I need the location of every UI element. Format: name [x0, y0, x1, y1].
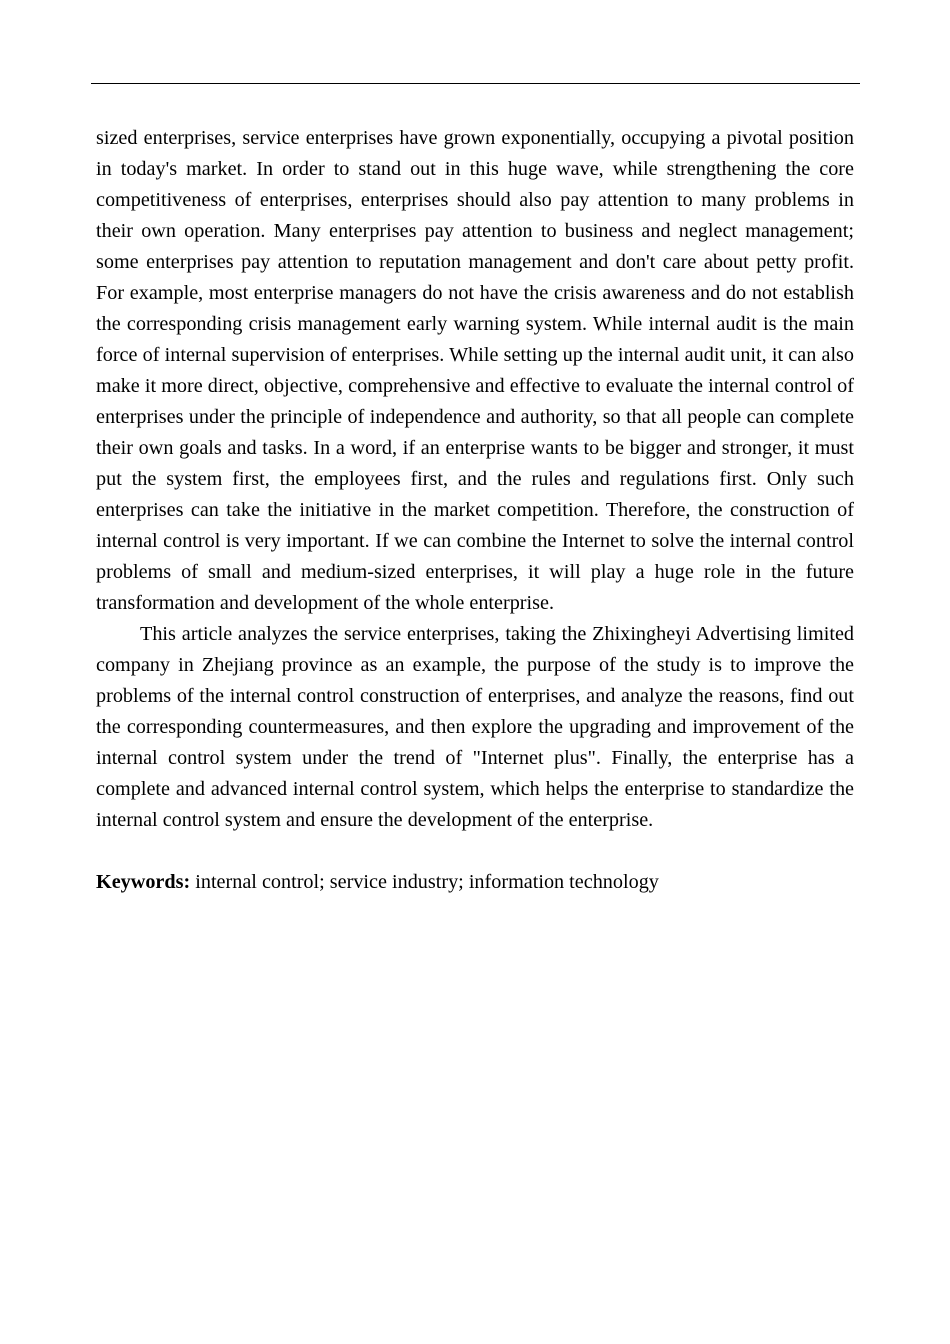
- keywords-value: internal control; service industry; information technology: [190, 871, 659, 893]
- abstract-paragraph-continued: sized enterprises, service enterprises have grown exponentially, occupying a pivotal position in today's market. In order to stand out in this huge wave, while strengthening the core competitiveness of enterprises, enterprises should also pay attention to many problems in their own operation. Many enterprises pay attention to business and neglect management; some enterprises pay attention to reputation management and don't care about petty profit. For example, most enterprise managers do not have the crisis awareness and do not establish the corresponding crisis management early warning system. While internal audit is the main force of internal supervision of enterprises. While setting up the internal audit unit, it can also make it more direct, objective, comprehensive and effective to evaluate the internal control of enterprises under the principle of independence and authority, so that all people can complete their own goals and tasks. In a word, if an enterprise wants to be bigger and stronger, it must put the system first, the employees first, and the rules and regulations first. Only such enterprises can take the initiative in the market competition. Therefore, the construction of internal control is very important. If we can combine the Internet to solve the internal control problems of small and medium-sized enterprises, it will play a huge role in the future transformation and development of the whole enterprise.: [96, 127, 854, 614]
- header-rule: [91, 83, 860, 84]
- abstract-paragraph-purpose: This article analyzes the service enterprises, taking the Zhixingheyi Advertising limited company in Zhejiang province as an example, the purpose of the study is to improve the problems of the internal control construction of enterprises, and analyze the reasons, find out the corresponding countermeasures, and then explore the upgrading and improvement of the internal control system under the trend of "Internet plus". Finally, the enterprise has a complete and advanced internal control system, which helps the enterprise to standardize the internal control system and ensure the development of the enterprise.: [96, 623, 854, 831]
- keywords-label: Keywords:: [96, 871, 191, 893]
- keywords-line: [96, 867, 854, 898]
- abstract-body: [96, 123, 854, 898]
